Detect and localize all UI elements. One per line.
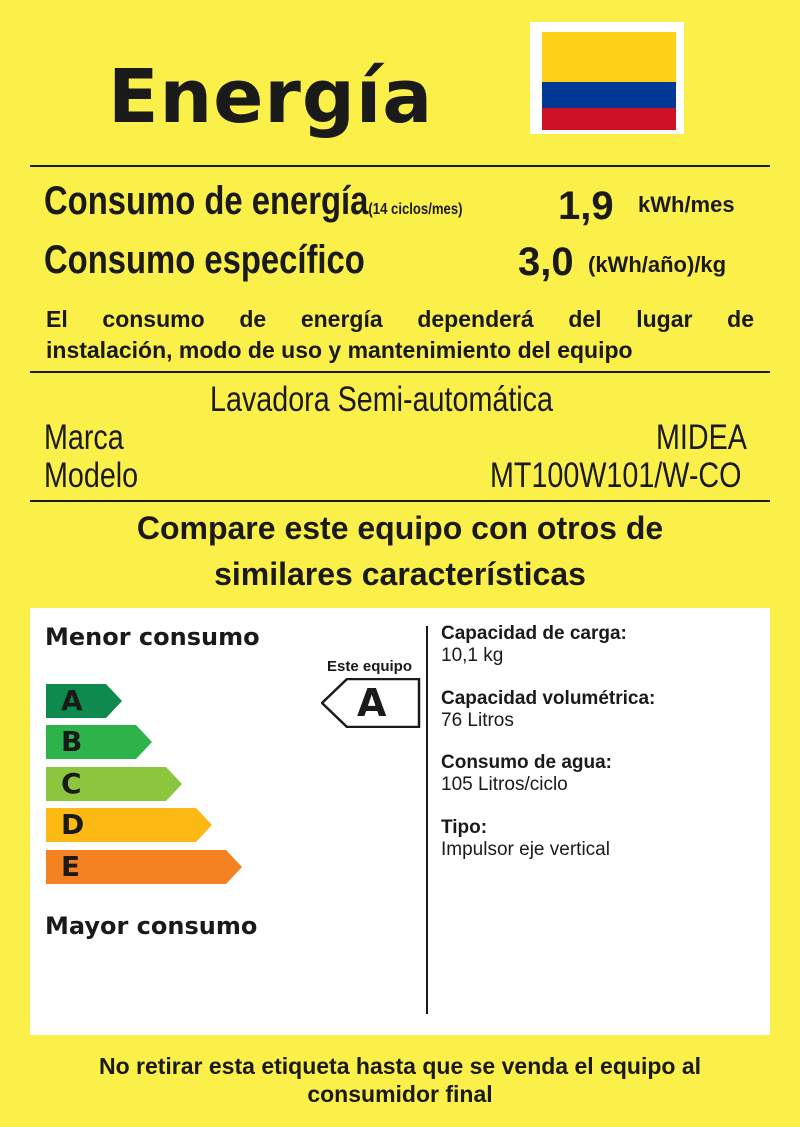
cycles-note: (14 ciclos/mes) bbox=[368, 201, 463, 218]
specific-consumption-row bbox=[44, 240, 435, 280]
divider bbox=[30, 165, 770, 167]
spec-name: Tipo: bbox=[441, 817, 488, 838]
energy-class-letter: B bbox=[61, 725, 83, 758]
energy-consumption-value: 1,9 bbox=[558, 184, 614, 228]
energy-class-letter: E bbox=[61, 850, 81, 883]
energy-class-bar-e bbox=[46, 850, 242, 884]
model-label: Modelo bbox=[44, 456, 139, 495]
spec-name: Capacidad de carga: bbox=[441, 623, 627, 644]
spec-value: Impulsor eje vertical bbox=[441, 839, 610, 860]
specific-consumption-value: 3,0 bbox=[518, 240, 574, 284]
label-title: Energía bbox=[108, 54, 434, 140]
product-type: Lavadora Semi-automática bbox=[210, 380, 553, 419]
lower-consumption-label: Menor consumo bbox=[45, 623, 260, 651]
footer-line-2: consumidor final bbox=[307, 1081, 493, 1107]
energy-consumption-unit: kWh/mes bbox=[638, 192, 735, 217]
spec-name: Capacidad volumétrica: bbox=[441, 688, 656, 709]
spec-water-consumption bbox=[441, 752, 612, 796]
disclaimer-line-2: instalación, modo de uso y mantenimiento del equipo bbox=[46, 337, 633, 363]
higher-consumption-label: Mayor consumo bbox=[45, 912, 258, 940]
energy-class-letter: A bbox=[61, 684, 83, 717]
model-value: MT100W101/W-CO bbox=[490, 456, 742, 495]
spec-name: Consumo de agua: bbox=[441, 752, 613, 773]
energy-consumption-row bbox=[44, 181, 554, 221]
panel-divider bbox=[426, 626, 428, 1014]
energy-class-bar-c bbox=[46, 767, 182, 801]
spec-value: 10,1 kg bbox=[441, 645, 504, 666]
compare-line-1: Compare este equipo con otros de bbox=[136, 510, 664, 546]
energy-class-bar-a bbox=[46, 684, 122, 718]
flag-stripe-yellow bbox=[542, 32, 676, 82]
spec-load-capacity bbox=[441, 623, 627, 667]
energy-class-bar-b bbox=[46, 725, 152, 759]
footer-notice bbox=[30, 1052, 770, 1108]
energy-class-letter: D bbox=[61, 808, 85, 841]
disclaimer-line-1: El consumo de energía dependerá del lugar de bbox=[46, 306, 754, 332]
brand-value: MIDEA bbox=[656, 418, 747, 457]
spec-value: 105 Litros/ciclo bbox=[441, 774, 568, 795]
this-unit-class-arrow bbox=[321, 678, 421, 728]
energy-class-letter: C bbox=[61, 767, 82, 800]
brand-label: Marca bbox=[44, 418, 124, 457]
spec-type bbox=[441, 817, 610, 861]
spec-value: 76 Litros bbox=[441, 710, 514, 731]
this-unit-label: Este equipo bbox=[327, 658, 413, 675]
divider bbox=[30, 500, 770, 502]
flag-stripe-red bbox=[542, 108, 676, 130]
specific-consumption-unit: (kWh/año)/kg bbox=[588, 252, 727, 277]
energy-class-bar-d bbox=[46, 808, 212, 842]
compare-line-2: similares características bbox=[214, 556, 586, 592]
flag-stripe-blue bbox=[542, 82, 676, 108]
rating-panel bbox=[30, 608, 770, 1035]
divider bbox=[30, 371, 770, 373]
colombia-flag-icon bbox=[530, 22, 684, 134]
footer-line-1: No retirar esta etiqueta hasta que se venda el equipo al bbox=[98, 1053, 702, 1079]
specific-consumption-label: Consumo específico bbox=[44, 238, 365, 282]
energy-consumption-label: Consumo de energía bbox=[44, 179, 369, 223]
this-unit-class: A bbox=[357, 681, 387, 725]
spec-volume-capacity bbox=[441, 688, 655, 732]
